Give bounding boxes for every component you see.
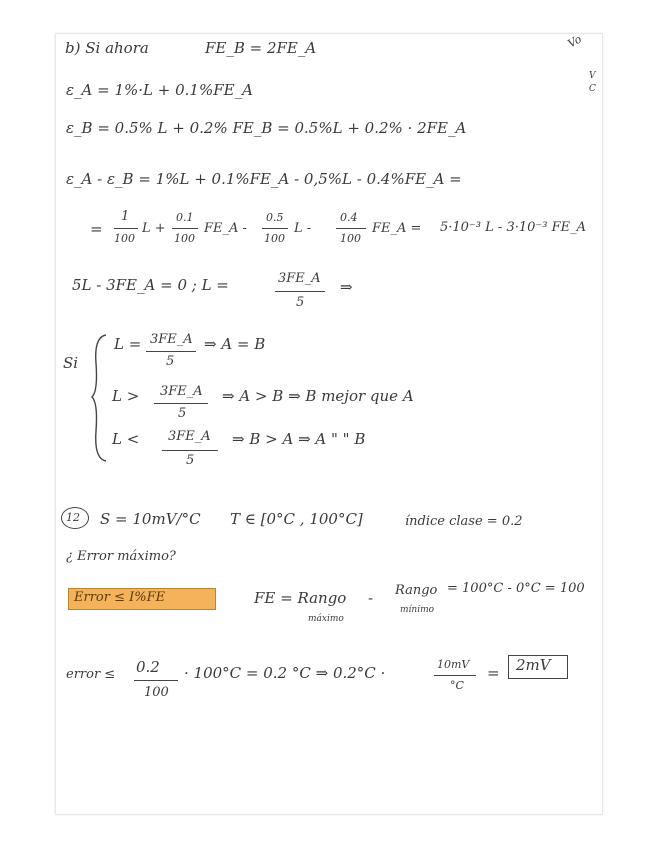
case-3-bar [162, 450, 218, 451]
fraction-4-term: FE_A = [372, 221, 422, 236]
fe-label: FE = Rango [254, 589, 347, 607]
case-2-den: 5 [178, 406, 187, 421]
margin-mark-v: V [589, 71, 596, 81]
case-1-den: 5 [166, 354, 175, 369]
margin-mark-vo: Vo [565, 32, 584, 51]
zero-fraction-den: 5 [296, 295, 305, 310]
case-2-result: ⇒ A > B ⇒ B mejor que A [222, 387, 414, 405]
temperature-range: T ∈ [0°C , 100°C] [230, 510, 363, 528]
fraction-3-den: 100 [264, 232, 285, 245]
error-frac-den: 100 [144, 685, 169, 700]
case-1-num: 3FE_A [150, 332, 193, 347]
case-1-result: ⇒ A = B [204, 335, 266, 353]
fraction-equals: = [90, 220, 103, 238]
fe-result: = 100°C - 0°C = 100 [447, 581, 585, 596]
fraction-2-term: FE_A - [204, 221, 247, 236]
case-1-bar [146, 351, 196, 352]
si-label: Si [63, 354, 79, 372]
fraction-2-num: 0.1 [176, 211, 194, 224]
handwritten-page [55, 33, 603, 815]
final-equals: = [487, 664, 500, 682]
final-result: 2mV [516, 656, 551, 674]
fe-minus: - [368, 589, 374, 607]
zero-fraction-bar [275, 291, 325, 292]
margin-mark-c: C [589, 84, 596, 94]
conversion-den: °C [450, 679, 464, 692]
case-2-num: 3FE_A [160, 384, 203, 399]
rango-min-label: Rango [395, 583, 438, 598]
error-difference-equation: ε_A - ε_B = 1%L + 0.1%FE_A - 0,5%L - 0.4%FE_A = [66, 170, 462, 188]
error-formula: Error ≤ I%FE [74, 590, 166, 605]
simplified-result: 5·10⁻³ L - 3·10⁻³ FE_A [440, 220, 586, 235]
part-b-heading: b) Si ahora [65, 39, 149, 57]
class-index: índice clase = 0.2 [405, 514, 523, 529]
fraction-1-term: L + [142, 221, 166, 236]
zero-equation: 5L - 3FE_A = 0 ; L = [72, 276, 229, 294]
error-b-equation: ε_B = 0.5% L + 0.2% FE_B = 0.5%L + 0.2% · 2FE_A [66, 119, 467, 137]
rango-min-under: mínimo [400, 605, 435, 615]
case-3-result: ⇒ B > A ⇒ A " " B [232, 430, 366, 448]
fraction-4-den: 100 [340, 232, 361, 245]
problem-number: 12 [66, 511, 80, 524]
part-b-condition: FE_B = 2FE_A [205, 39, 317, 57]
conversion-num: 10mV [437, 658, 470, 671]
fraction-4-bar [336, 228, 366, 229]
fraction-3-num: 0.5 [266, 211, 284, 224]
error-frac-bar [134, 680, 178, 681]
fraction-3-term: L - [294, 221, 312, 236]
fraction-1-num: 1 [121, 209, 130, 224]
error-prefix: error ≤ [66, 667, 116, 682]
implies-arrow: ⇒ [340, 278, 353, 296]
case-3-lhs: L < [112, 430, 140, 448]
fraction-2-bar [172, 228, 198, 229]
max-error-question: ¿ Error máximo? [66, 549, 176, 564]
sensitivity-spec: S = 10mV/°C [100, 510, 201, 528]
case-3-den: 5 [186, 453, 195, 468]
fraction-1-den: 100 [114, 232, 135, 245]
fe-under-label: máximo [308, 614, 344, 624]
fraction-4-num: 0.4 [340, 211, 358, 224]
conversion-bar [434, 675, 476, 676]
error-mid-expression: · 100°C = 0.2 °C ⇒ 0.2°C · [184, 664, 386, 682]
cases-brace [90, 333, 110, 463]
fraction-1-bar [114, 228, 138, 229]
case-2-bar [154, 403, 208, 404]
fraction-2-den: 100 [174, 232, 195, 245]
zero-fraction-num: 3FE_A [278, 271, 321, 286]
error-a-equation: ε_A = 1%·L + 0.1%FE_A [66, 81, 253, 99]
fraction-3-bar [262, 228, 288, 229]
case-1-lhs: L = [114, 335, 142, 353]
case-2-lhs: L > [112, 387, 140, 405]
case-3-num: 3FE_A [168, 429, 211, 444]
error-frac-num: 0.2 [136, 658, 160, 676]
